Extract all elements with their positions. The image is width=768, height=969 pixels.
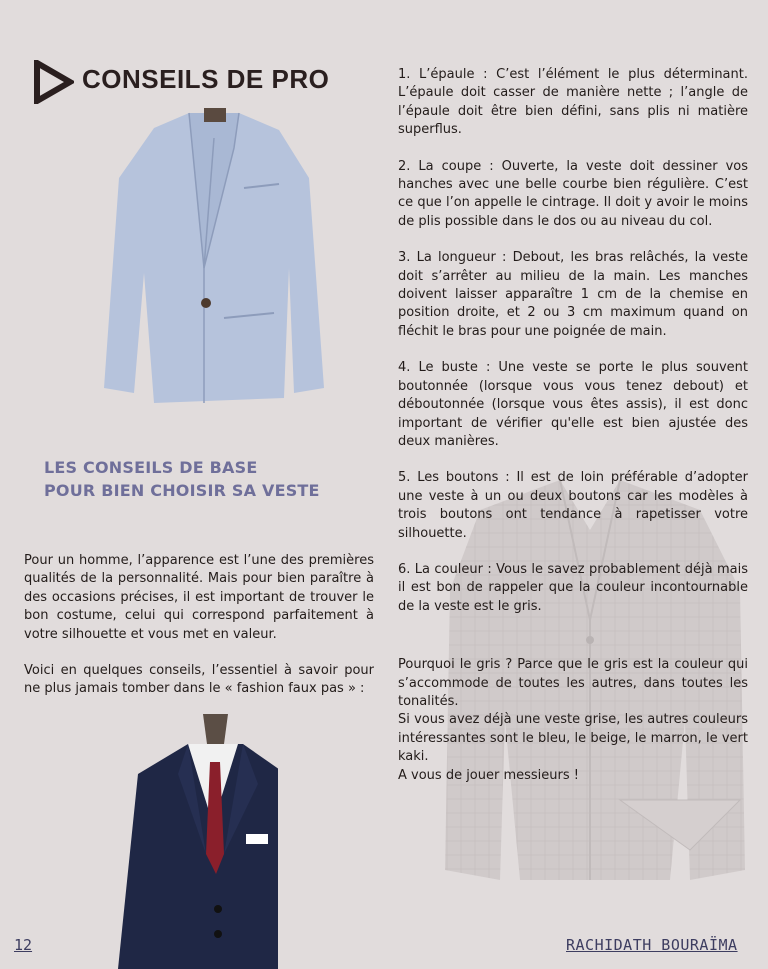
intro-column bbox=[24, 552, 374, 717]
page-number: 12 bbox=[14, 936, 33, 954]
tip-cut: 2. La coupe : Ouverte, la veste doit dessiner vos hanches avec une belle courbe bien régulière. C’est ce que l’on appelle le cintrage. Il doit y avoir le moins de plis possible dans le dos ou au niveau du col. bbox=[398, 158, 748, 229]
section-subtitle bbox=[44, 456, 320, 502]
subtitle-line-2: POUR BIEN CHOISIR SA VESTE bbox=[44, 481, 320, 500]
navy-suit-image bbox=[78, 704, 278, 969]
intro-paragraph-2: Voici en quelques conseils, l’essentiel à savoir pour ne plus jamais tomber dans le « fashion faux pas » : bbox=[24, 663, 374, 697]
tip-chest: 4. Le buste : Une veste se porte le plus souvent boutonnée (lorsque vous vous tenez debout) et déboutonnée (lorsque vous êtes assis), il est donc important de vérifier qu'elle est bien ajustée des deux manières. bbox=[398, 360, 748, 449]
intro-paragraph-1: Pour un homme, l’apparence est l’une des premières qualités de la personnalité. Mais pour bien paraître à des occasions précises, il est important de trouver le bon costume, celui qui correspond parfaitement à votre silhouette et vous met en valeur. bbox=[24, 553, 374, 642]
author-name: RACHIDATH BOURAÏMA bbox=[566, 936, 738, 954]
tip-color: 6. La couleur : Vous le savez probablement déjà mais il est bon de rappeler que la couleur incontournable de la veste est le gris. bbox=[398, 561, 748, 614]
tip-length: 3. La longueur : Debout, les bras relâchés, la veste doit s’arrêter au milieu de la main. Les manches doivent laisser apparaître 1 cm de la chemise en position droite, et 2 ou 3 cm maximum quand on fléchit le bras pour une poignée de main. bbox=[398, 250, 748, 339]
subtitle-line-1: LES CONSEILS DE BASE bbox=[44, 458, 258, 477]
tip-buttons: 5. Les boutons : Il est de loin préférable d’adopter une veste à un ou deux boutons car les modèles à trois boutons ont tendance à rapetisser votre silhouette. bbox=[398, 470, 748, 541]
conclusion-paragraph-1: Pourquoi le gris ? Parce que le gris est la couleur qui s’accommode de toutes les autres, dans toutes les tonalités. bbox=[398, 657, 748, 709]
conclusion-paragraph-2: Si vous avez déjà une veste grise, les autres couleurs intéressantes sont le bleu, le beige, le marron, le vert kaki. bbox=[398, 712, 748, 765]
conclusion-paragraph-3: A vous de jouer messieurs ! bbox=[398, 767, 579, 783]
tips-column bbox=[398, 66, 748, 785]
tip-shoulder: 1. L’épaule : C’est l’élément le plus déterminant. L’épaule doit casser de manière nette ; l’angle de l’épaule doit être bien défini, sans plis ni matière superflus. bbox=[398, 67, 748, 138]
play-triangle-icon bbox=[34, 60, 74, 104]
blue-jacket-image bbox=[94, 108, 334, 408]
page-title: CONSEILS DE PRO bbox=[82, 64, 330, 94]
